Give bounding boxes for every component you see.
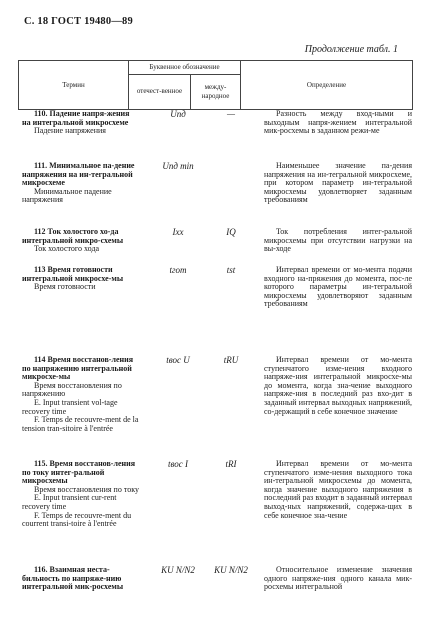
term-title: 115. Время восстанов-ления по току интег-ральной микросхемы	[22, 459, 136, 486]
international-symbol: IQ	[226, 227, 236, 237]
definition-cell	[264, 356, 412, 416]
term-cell	[22, 228, 140, 254]
term-synonym: Время восстановления по напряжению	[22, 380, 122, 399]
column-header-definition: Определение	[241, 61, 413, 110]
term-cell	[22, 356, 140, 433]
definition-text: Интервал времени от мо-мента ступенчатого изме-нения выходного тока ин-тегральной микросхемы до момента, когда значение выходного напряжения в последний раз входит в заданный интервал выход-ных напряжений, содержа-щих в себе конечное зна-чение	[264, 459, 412, 520]
term-title: 116. Взаимная неста-бильность по напряже-нию интегральной мик-росхемы	[22, 565, 124, 592]
definition-text: Интервал времени от мо-мента ступенчатого изме-нения входного напряже-ния интегральной микросхе-мы до момента, когда зна-чение выходного напряже-ния в последний раз вхо-дит в заданный интервал выходных напряжений, со-держащий в себе конечное значение	[264, 355, 412, 416]
term-cell	[22, 110, 140, 136]
term-title: 111. Минимальное па-дение напряжения на ин-тегральной микросхеме	[22, 161, 135, 188]
term-french: F. Temps de recouvre-ment de la tension tran-sitoire à l'entrée	[22, 415, 139, 433]
term-cell	[22, 266, 140, 292]
domestic-symbol: tвос I	[167, 459, 189, 469]
term-synonym: Ток холостого хода	[34, 244, 100, 254]
domestic-symbol: Iхх	[172, 227, 184, 237]
column-header-domestic: отечест-венное	[129, 74, 191, 109]
term-synonym: Падение напряжения	[34, 126, 106, 136]
definition-text: Относительное изменение значения одного напряже-ния одного канала мик-росхемы интегральной	[264, 565, 412, 592]
domestic-symbol: Uпд	[170, 109, 186, 119]
definition-cell	[264, 566, 412, 592]
definition-text: Наименьшее значение па-дения напряжения на ин-тегральной микросхеме, при котором параметр ин-тегральной микросхемы удовлетворяет заданным требованиям	[264, 161, 412, 205]
term-cell	[22, 460, 140, 529]
domestic-symbol: tгот	[169, 265, 187, 275]
international-symbol: —	[226, 109, 235, 119]
table-continuation-label: Продолжение табл. 1	[304, 44, 398, 55]
term-english: E. Input transient vol-tage recovery time	[22, 397, 118, 416]
definition-text: Разность между вход-ными и выходным напря-жением интегральной мик-росхемы в заданном режи-ме	[264, 109, 412, 136]
term-french: F. Temps de recouvre-ment du courrent transi-toire à l'entrée	[22, 510, 132, 529]
column-header-letter-designation: Буквенное обозначение	[129, 61, 241, 75]
definition-cell	[264, 266, 412, 309]
page-header: С. 18 ГОСТ 19480—89	[24, 16, 133, 27]
definition-cell	[264, 228, 412, 254]
column-header-term: Термин	[19, 61, 129, 110]
term-title: 113 Время готовности интегральной микросхе-мы	[22, 265, 124, 283]
column-header-international: между-народное	[191, 74, 241, 109]
domestic-symbol: KU N/N2	[161, 565, 195, 575]
definition-cell	[264, 110, 412, 136]
terms-table-header	[18, 60, 413, 110]
definition-text: Ток потребления интег-ральной микросхемы при отсутствии нагрузки на вы-ходе	[264, 227, 412, 254]
term-english: E. Input transient cur-rent recovery time	[22, 493, 117, 511]
term-title: 110. Падение напря-жения на интегральной микросхеме	[22, 109, 130, 127]
definition-cell	[264, 460, 412, 520]
domestic-symbol: Uпд min	[162, 161, 194, 171]
term-synonym: Время готовности	[34, 282, 96, 292]
definition-text: Интервал времени от мо-мента подачи входного на-пряжения до момента, пос-ле которого параметры ин-тегральной микросхемы удовлетворяют заданным требованиям	[264, 265, 412, 309]
term-title: 114 Время восстанов-ления по напряжению интегральной микросхе-мы	[22, 355, 134, 382]
term-title: 112 Ток холостого хо-да интегральной микро-схемы	[22, 227, 124, 245]
term-cell	[22, 162, 140, 205]
international-symbol: tRU	[223, 355, 239, 365]
definition-cell	[264, 162, 412, 205]
international-symbol: tRI	[225, 459, 237, 469]
domestic-symbol: tвос U	[166, 355, 190, 365]
term-cell	[22, 566, 140, 592]
term-synonym: Время восстановления по току	[34, 484, 139, 494]
term-synonym: Минимальное падение напряжения	[22, 186, 112, 205]
international-symbol: KU N/N2	[214, 565, 248, 575]
international-symbol: tst	[226, 265, 236, 275]
